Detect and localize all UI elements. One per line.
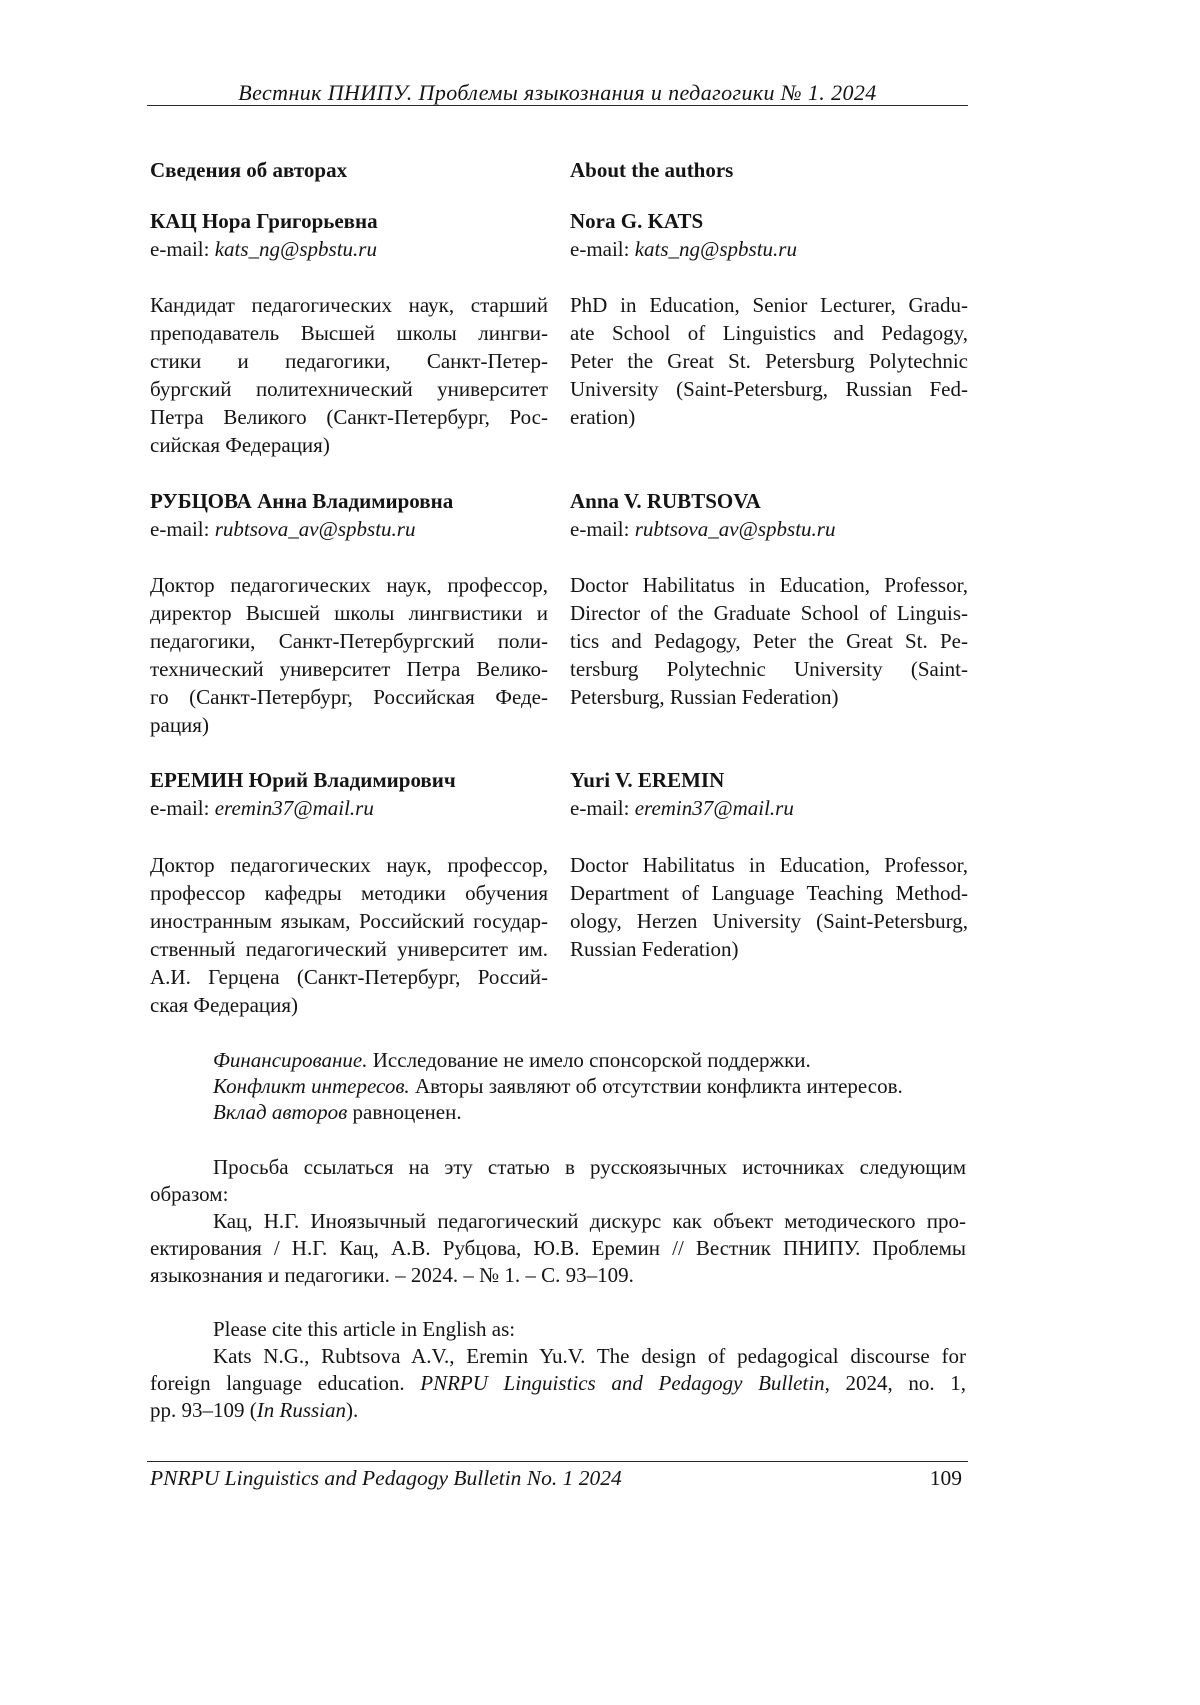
author-bio-line: ate School of Linguistics and Pedagogy, xyxy=(570,321,968,345)
author-email xyxy=(570,515,968,543)
author-card-en-eremin xyxy=(570,766,968,822)
author-bio-line: го (Санкт-Петербург, Российская Феде- xyxy=(150,685,548,709)
author-bio-line: стики и педагогики, Санкт-Петер- xyxy=(150,349,548,373)
author-bio-ru-eremin xyxy=(150,851,548,1019)
citation-text: ). xyxy=(346,1398,359,1422)
author-bio-line: бургский политехнический университет xyxy=(150,377,548,401)
author-card-en-rubtsova xyxy=(570,487,968,543)
citation-text: foreign language education. xyxy=(150,1371,405,1395)
email-address: kats_ng@spbstu.ru xyxy=(634,237,797,261)
author-bio-line: ственный педагогический университет им. xyxy=(150,937,548,961)
email-address: eremin37@mail.ru xyxy=(634,796,794,820)
email-address: kats_ng@spbstu.ru xyxy=(214,237,377,261)
author-bio-line: Department of Language Teaching Method- xyxy=(570,881,968,905)
author-bio-en-kats xyxy=(570,291,968,431)
email-label: e-mail: xyxy=(150,237,210,261)
citation-reference-line: ектирования / Н.Г. Кац, А.В. Рубцова, Ю.В. Еремин // Вестник ПНИПУ. Проблемы xyxy=(150,1236,966,1260)
citation-reference-line xyxy=(150,1370,966,1397)
author-name: Yuri V. EREMIN xyxy=(570,768,725,792)
author-bio-line: Director of the Graduate School of Linguis- xyxy=(570,601,968,625)
author-email xyxy=(570,235,968,263)
declarations xyxy=(150,1047,966,1125)
author-bio-ru-rubtsova xyxy=(150,571,548,739)
email-label: e-mail: xyxy=(150,517,210,541)
author-bio-line: Doctor Habilitatus in Education, Professor, xyxy=(570,573,968,597)
email-address: rubtsova_av@spbstu.ru xyxy=(214,517,416,541)
email-address: rubtsova_av@spbstu.ru xyxy=(634,517,836,541)
author-email xyxy=(150,794,548,822)
email-label: e-mail: xyxy=(570,517,630,541)
author-bio-line: технический университет Петра Велико- xyxy=(150,657,548,681)
author-bio-line: Russian Federation) xyxy=(570,937,739,961)
journal-title: PNRPU Linguistics and Pedagogy Bulletin xyxy=(420,1371,825,1395)
author-card-ru-eremin xyxy=(150,766,548,822)
citation-reference-line: языкознания и педагогики. – 2024. – № 1. – С. 93–109. xyxy=(150,1263,634,1287)
citation-text: pp. 93–109 ( xyxy=(150,1398,257,1422)
citation-intro-line: образом: xyxy=(150,1182,229,1206)
author-name: ЕРЕМИН Юрий Владимирович xyxy=(150,768,456,792)
language-note: In Russian xyxy=(256,1398,346,1422)
email-label: e-mail: xyxy=(150,796,210,820)
author-bio-line: иностранным языкам, Российский государ- xyxy=(150,909,548,933)
author-bio-line: tersburg Polytechnic University (Saint- xyxy=(570,657,968,681)
email-label: e-mail: xyxy=(570,237,630,261)
author-bio-line: Peter the Great St. Petersburg Polytechnic xyxy=(570,349,968,373)
author-bio-line: Доктор педагогических наук, профессор, xyxy=(150,573,548,597)
header-rule xyxy=(147,105,968,106)
author-name: РУБЦОВА Анна Владимировна xyxy=(150,489,454,513)
citation-en xyxy=(150,1316,966,1424)
author-name: КАЦ Нора Григорьевна xyxy=(150,209,378,233)
contribution-label: Вклад авторов xyxy=(213,1100,348,1124)
citation-reference-line xyxy=(150,1397,966,1424)
author-bio-line: А.И. Герцена (Санкт-Петербург, Россий- xyxy=(150,965,548,989)
author-bio-line: Доктор педагогических наук, профессор, xyxy=(150,853,548,877)
author-bio-line: ская Федерация) xyxy=(150,993,299,1017)
author-card-en-kats xyxy=(570,207,968,263)
author-bio-line: ology, Herzen University (Saint-Petersburg, xyxy=(570,909,968,933)
funding-text: Исследование не имело спонсорской поддержки. xyxy=(372,1048,811,1072)
authors-heading-ru: Сведения об авторах xyxy=(150,158,348,182)
citation-reference-line: Kats N.G., Rubtsova A.V., Eremin Yu.V. The design of pedagogical discourse for xyxy=(213,1344,966,1368)
author-bio-en-eremin xyxy=(570,851,968,963)
author-bio-line: Doctor Habilitatus in Education, Professor, xyxy=(570,853,968,877)
author-bio-line: Петра Великого (Санкт-Петербург, Рос- xyxy=(150,405,548,429)
running-title: Вестник ПНИПУ. Проблемы языкознания и педагогики № 1. 2024 xyxy=(238,80,877,105)
author-name: Nora G. KATS xyxy=(570,209,704,233)
author-bio-line: Кандидат педагогических наук, старший xyxy=(150,293,548,317)
funding-label: Финансирование. xyxy=(213,1048,368,1072)
footer-rule xyxy=(147,1461,968,1462)
author-email xyxy=(570,794,968,822)
author-email xyxy=(150,515,548,543)
citation-reference-line: Кац, Н.Г. Иноязычный педагогический дискурс как объект методического про- xyxy=(213,1209,966,1233)
author-bio-line: рация) xyxy=(150,713,209,737)
author-bio-line: tics and Pedagogy, Peter the Great St. Pe- xyxy=(570,629,968,653)
author-card-ru-rubtsova xyxy=(150,487,548,543)
conflict-text: Авторы заявляют об отсутствии конфликта интересов. xyxy=(414,1074,903,1098)
author-bio-line: PhD in Education, Senior Lecturer, Gradu- xyxy=(570,293,968,317)
author-bio-line: преподаватель Высшей школы лингви- xyxy=(150,321,548,345)
author-bio-line: Petersburg, Russian Federation) xyxy=(570,685,839,709)
email-address: eremin37@mail.ru xyxy=(214,796,374,820)
funding-statement xyxy=(150,1047,966,1073)
contribution-text: равноценен. xyxy=(352,1100,462,1124)
author-bio-line: директор Высшей школы лингвистики и xyxy=(150,601,548,625)
author-bio-en-rubtsova xyxy=(570,571,968,711)
author-bio-line: педагогики, Санкт-Петербургский поли- xyxy=(150,629,548,653)
author-bio-line: eration) xyxy=(570,405,636,429)
page-number: 109 xyxy=(929,1466,962,1490)
author-bio-line: University (Saint-Petersburg, Russian Fed- xyxy=(570,377,968,401)
conflict-statement xyxy=(150,1073,966,1099)
citation-intro-line: Please cite this article in English as: xyxy=(213,1317,516,1341)
conflict-label: Конфликт интересов. xyxy=(213,1074,410,1098)
email-label: e-mail: xyxy=(570,796,630,820)
citation-ru xyxy=(150,1154,966,1289)
author-name: Anna V. RUBTSOVA xyxy=(570,489,761,513)
author-card-ru-kats xyxy=(150,207,548,263)
citation-intro-line: Просьба ссылаться на эту статью в русскоязычных источниках следующим xyxy=(213,1155,966,1179)
footer-journal-issue: PNRPU Linguistics and Pedagogy Bulletin No. 1 2024 xyxy=(150,1466,622,1490)
citation-text: , 2024, no. 1, xyxy=(824,1371,967,1395)
author-email xyxy=(150,235,548,263)
author-bio-line: сийская Федерация) xyxy=(150,433,330,457)
author-bio-ru-kats xyxy=(150,291,548,459)
contribution-statement xyxy=(150,1099,966,1125)
authors-heading-en: About the authors xyxy=(570,158,734,182)
author-bio-line: профессор кафедры методики обучения xyxy=(150,881,548,905)
